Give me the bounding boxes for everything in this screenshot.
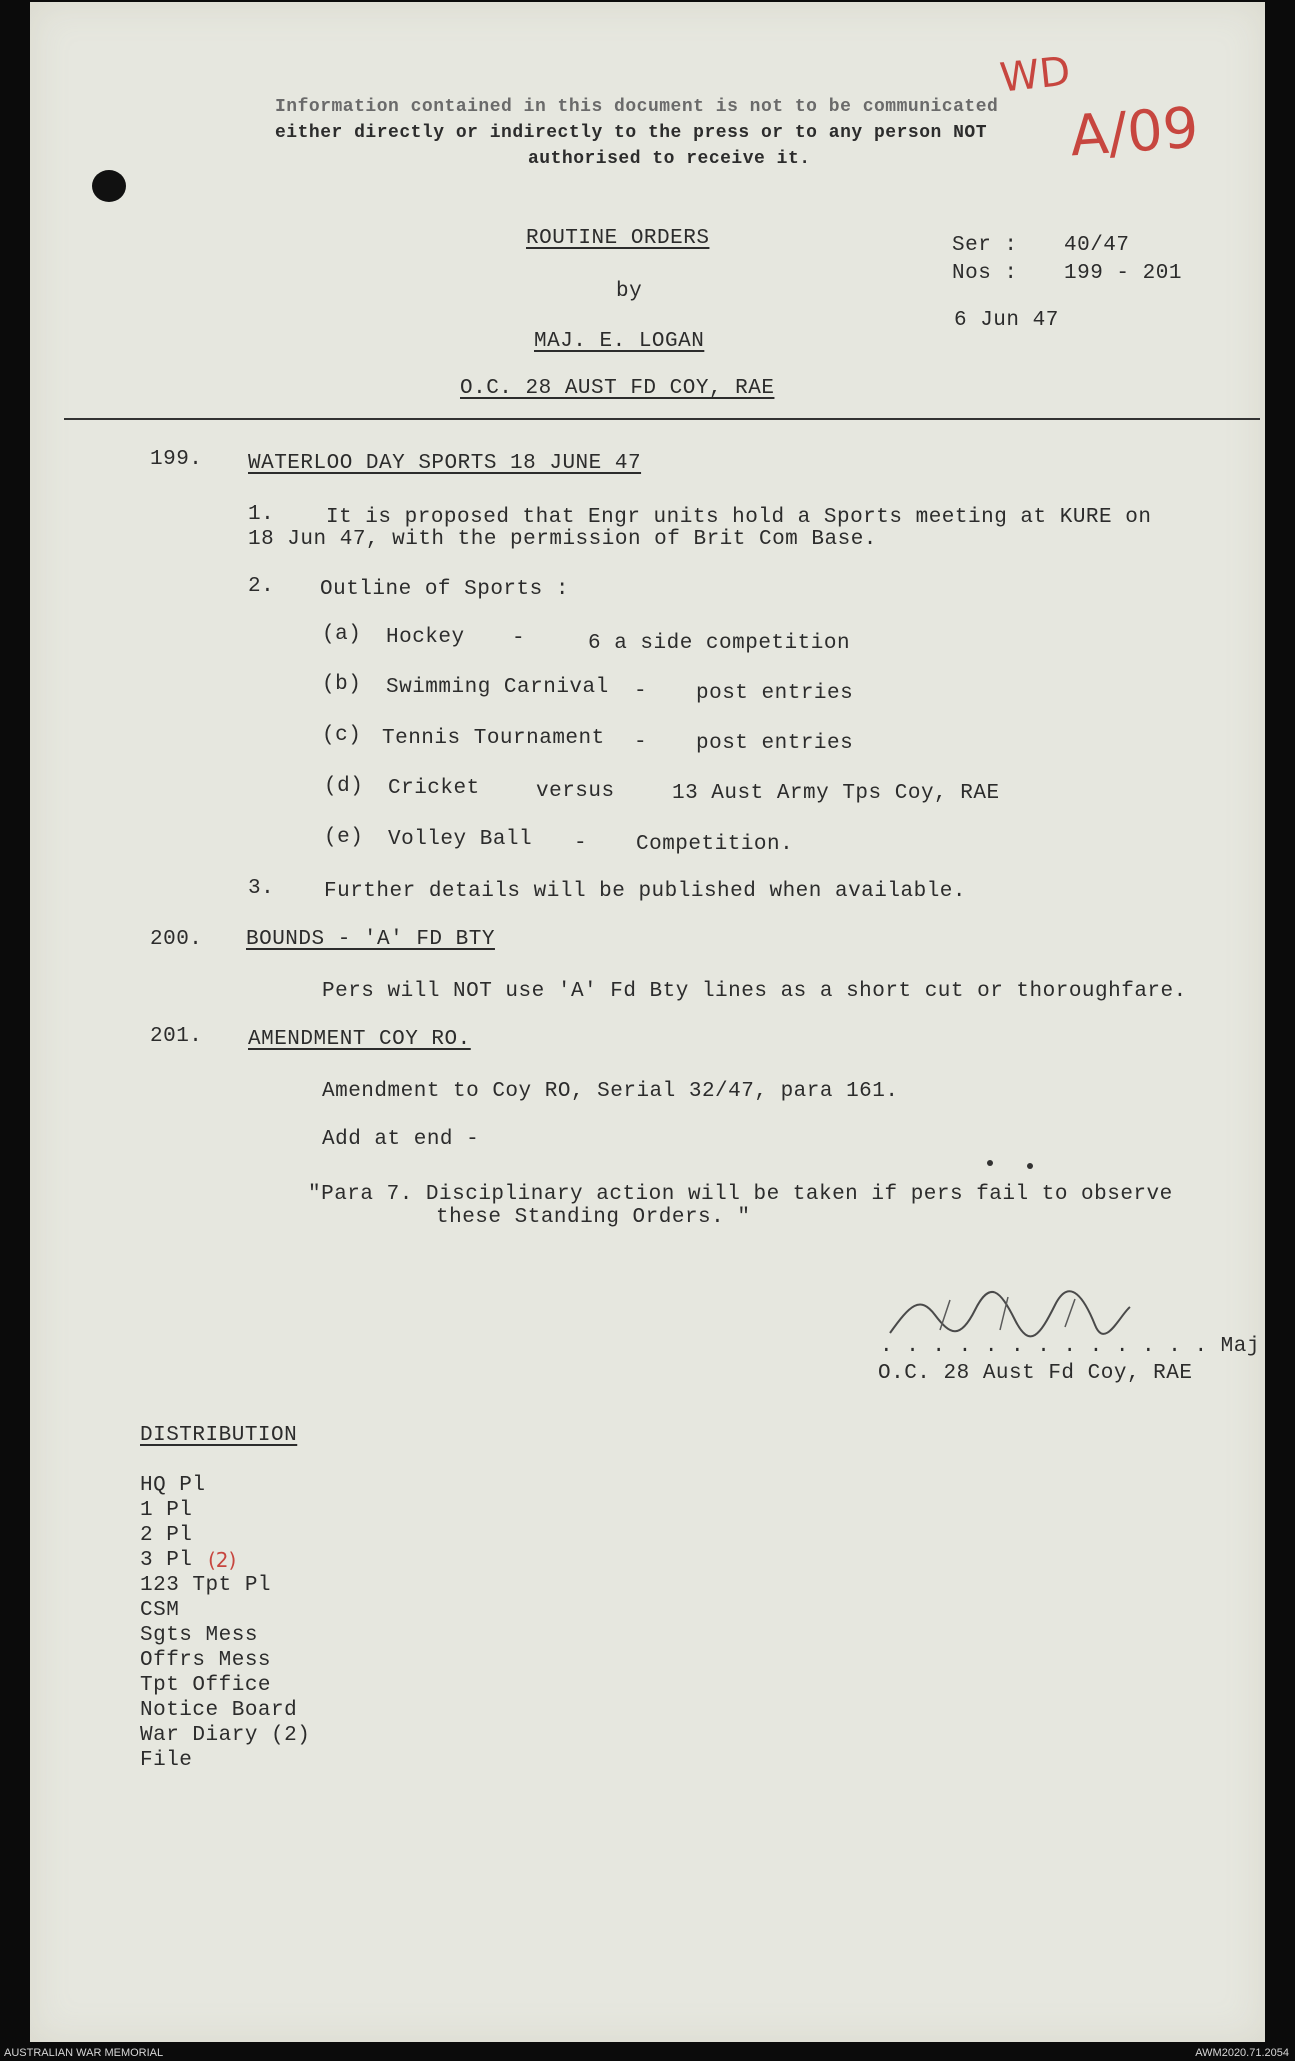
sport-a-detail: 6 a side competition	[588, 632, 851, 655]
para-1-number: 1.	[248, 503, 275, 526]
quoted-para-line-1: "Para 7. Disciplinary action will be taken if pers fail to observe	[308, 1183, 1173, 1206]
quoted-para-line-2: these Standing Orders. "	[436, 1206, 751, 1229]
distribution-item: 3 Pl	[140, 1549, 193, 1572]
distribution-item: 123 Tpt Pl	[140, 1574, 272, 1597]
serial-value: 40/47	[1064, 234, 1130, 257]
sport-b-detail: post entries	[696, 682, 854, 705]
order-date: 6 Jun 47	[954, 309, 1059, 332]
distribution-item: Sgts Mess	[140, 1624, 258, 1647]
sport-d-letter: (d)	[324, 775, 364, 798]
order-200-text: Pers will NOT use 'A' Fd Bty lines as a short cut or thoroughfare.	[322, 980, 1187, 1003]
security-line-1: Information contained in this document is not to be communicated	[275, 97, 999, 117]
sport-d-detail: 13 Aust Army Tps Coy, RAE	[672, 782, 1000, 805]
sport-e-dash: -	[574, 832, 588, 855]
archive-footer-right: AWM2020.71.2054	[1195, 2047, 1289, 2059]
para-1-line-1: It is proposed that Engr units hold a Sports meeting at KURE on	[326, 506, 1152, 529]
distribution-item: CSM	[140, 1599, 180, 1622]
ink-mark	[1027, 1163, 1033, 1169]
para-1-line-2: 18 Jun 47, with the permission of Brit Com Base.	[248, 528, 877, 551]
sport-c-letter: (c)	[322, 724, 362, 747]
sport-e-letter: (e)	[324, 826, 364, 849]
signature-dots: . . . . . . . . . . . . . Maj	[880, 1335, 1260, 1358]
distribution-item: Tpt Office	[140, 1674, 272, 1697]
header-divider	[64, 418, 1260, 420]
distribution-item: HQ Pl	[140, 1474, 206, 1497]
para-3-text: Further details will be published when available.	[324, 880, 967, 903]
order-201-heading: AMENDMENT COY RO.	[248, 1028, 471, 1051]
issuing-unit: O.C. 28 AUST FD COY, RAE	[460, 377, 775, 400]
issuing-officer: MAJ. E. LOGAN	[534, 330, 705, 353]
sport-e-detail: Competition.	[636, 833, 794, 856]
copies-annotation: (2)	[208, 1548, 237, 1572]
order-199-number: 199.	[150, 448, 203, 471]
sport-b-letter: (b)	[322, 673, 362, 696]
sport-c-dash: -	[634, 731, 648, 754]
sport-c-name: Tennis Tournament	[382, 727, 605, 750]
sport-e-name: Volley Ball	[388, 828, 533, 851]
security-line-3: authorised to receive it.	[528, 149, 811, 169]
order-201-line-1: Amendment to Coy RO, Serial 32/47, para 161.	[322, 1080, 899, 1103]
file-reference-annotation: A/09	[1067, 95, 1201, 170]
distribution-item: Offrs Mess	[140, 1649, 272, 1672]
order-201-number: 201.	[150, 1025, 203, 1048]
by-label: by	[616, 280, 643, 303]
document-title: ROUTINE ORDERS	[526, 227, 710, 250]
distribution-heading: DISTRIBUTION	[140, 1424, 298, 1447]
para-2-text: Outline of Sports :	[320, 578, 569, 601]
numbers-label: Nos :	[952, 262, 1018, 285]
distribution-item: War Diary (2)	[140, 1724, 311, 1747]
distribution-item: File	[140, 1749, 193, 1772]
sport-b-dash: -	[634, 680, 648, 703]
archive-footer-left: AUSTRALIAN WAR MEMORIAL	[4, 2047, 164, 2059]
order-200-heading: BOUNDS - 'A' FD BTY	[246, 928, 495, 951]
sport-b-name: Swimming Carnival	[386, 676, 609, 699]
punch-hole	[92, 170, 126, 202]
ink-mark	[987, 1160, 993, 1166]
wd-annotation: WD	[997, 48, 1073, 102]
sport-d-versus: versus	[536, 780, 615, 803]
order-201-line-2: Add at end -	[322, 1128, 480, 1151]
sport-a-name: Hockey	[386, 626, 465, 649]
order-200-number: 200.	[150, 928, 203, 951]
para-3-number: 3.	[248, 877, 275, 900]
distribution-item: 2 Pl	[140, 1524, 193, 1547]
security-line-2: either directly or indirectly to the press or to any person NOT	[275, 123, 988, 143]
sport-a-letter: (a)	[322, 623, 362, 646]
order-199-heading: WATERLOO DAY SPORTS 18 JUNE 47	[248, 452, 642, 475]
sport-c-detail: post entries	[696, 732, 854, 755]
numbers-value: 199 - 201	[1064, 262, 1182, 285]
para-2-number: 2.	[248, 575, 275, 598]
signature-title: O.C. 28 Aust Fd Coy, RAE	[878, 1362, 1193, 1385]
distribution-item: 1 Pl	[140, 1499, 193, 1522]
serial-label: Ser :	[952, 234, 1018, 257]
sport-d-name: Cricket	[388, 777, 480, 800]
distribution-item: Notice Board	[140, 1699, 298, 1722]
sport-a-dash: -	[512, 627, 526, 650]
